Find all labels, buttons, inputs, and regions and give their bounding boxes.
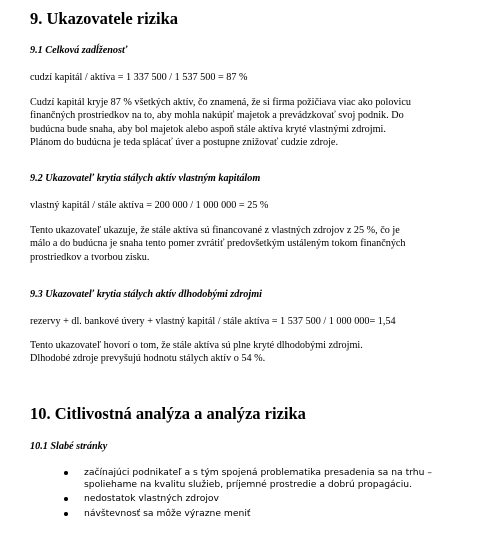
section-9-1-paragraph (30, 96, 450, 150)
paragraph-line: Dlhodobé zdroje prevyšujú hodnotu stálych aktív o 54 %. (30, 353, 266, 365)
section-9-1-formula: cudzí kapitál / aktíva = 1 337 500 / 1 537 500 = 87 % (30, 72, 248, 83)
section-9-3-heading: 9.3 Ukazovateľ krytia stálych aktív dlhodobými zdrojmi (30, 289, 262, 300)
section-10-title: 10. Citlivostná analýza a analýza rizika (30, 404, 306, 423)
weaknesses-list (64, 467, 484, 519)
bullet-icon (64, 497, 68, 501)
list-item-text: návštevnosť sa môže výrazne meniť (84, 507, 251, 519)
list-item (64, 467, 484, 490)
paragraph-line: Tento ukazovateľ ukazuje, že stále aktíva sú financované z vlastných zdrojov z 25 %, čo je (30, 225, 400, 236)
section-9-1-heading: 9.1 Celková zadĺženosť (30, 45, 128, 56)
paragraph-line: finančných prostriedkov na to, aby mohla nakúpiť majetok a prevádzkovať svoj podnik. Do (30, 110, 404, 122)
section-9-title: 9. Ukazovatele rizika (30, 9, 179, 28)
section-9-2-paragraph (30, 224, 450, 264)
section-9-2-heading: 9.2 Ukazovateľ krytia stálych aktív vlastným kapitálom (30, 173, 261, 184)
list-item-text: nedostatok vlastných zdrojov (84, 493, 219, 504)
paragraph-line: Tento ukazovateľ hovorí o tom, že stále aktíva sú plne kryté dlhodobými zdrojmi. (30, 340, 363, 351)
bullet-icon (64, 471, 68, 475)
paragraph-line: Plánom do budúcna je teda splácať úver a postupne znižovať cudzie zdroje. (30, 137, 338, 149)
list-item-text-continued: spoliehame na kvalitu služieb, príjemné prostredie a dobrú propagáciu. (84, 478, 413, 490)
bullet-icon (64, 512, 68, 516)
list-item (64, 493, 484, 505)
paragraph-line: Cudzí kapitál kryje 87 % všetkých aktív, čo znamená, že si firma požičiava viac ako polovicu (30, 97, 411, 108)
paragraph-line: prostriedkov a tvorbou zisku. (30, 251, 150, 263)
section-9-3-paragraph (30, 339, 450, 366)
list-item (64, 508, 484, 520)
paragraph-line: málo a do budúcna je snaha tento pomer zvrátiť predovšetkým ustáleným tokom finančných (30, 238, 406, 250)
section-9-3-formula: rezervy + dl. bankové úvery + vlastný kapitál / stále aktíva = 1 537 500 / 1 000 000= 1,54 (30, 316, 396, 327)
section-10-1-heading: 10.1 Slabé stránky (30, 441, 108, 452)
section-9-2-formula: vlastný kapitál / stále aktíva = 200 000 / 1 000 000 = 25 % (30, 200, 269, 211)
list-item-text: začínajúci podnikateľ a s tým spojená problematika presadenia sa na trhu – (84, 467, 432, 478)
paragraph-line: budúcna bude snaha, aby bol majetok alebo aspoň stále aktíva kryté vlastnými zdrojmi. (30, 123, 386, 135)
